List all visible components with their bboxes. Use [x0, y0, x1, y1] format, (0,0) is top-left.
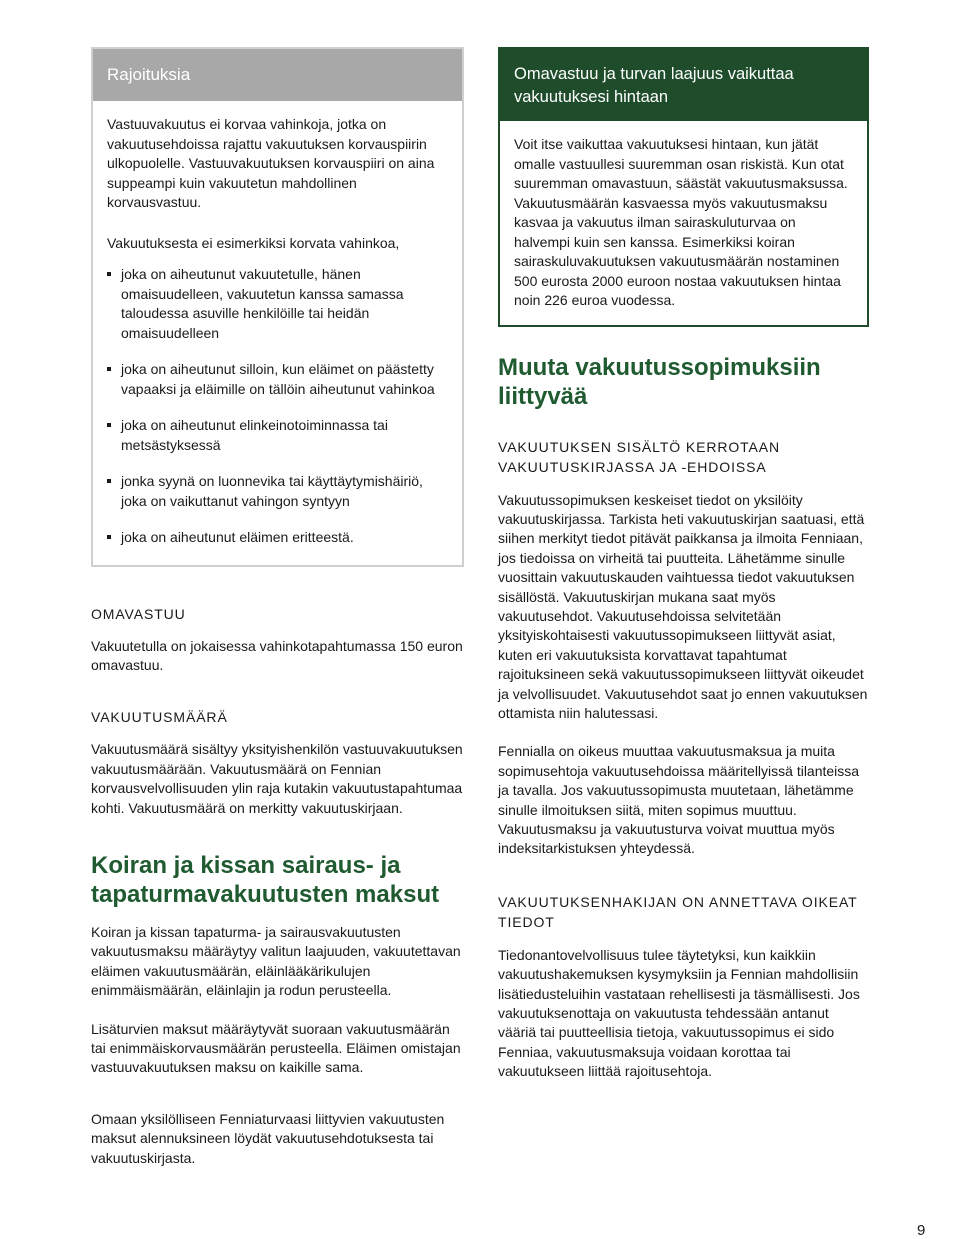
omavastuu-box-text: Voit itse vaikuttaa vakuutuksesi hintaan, kun jätät omalle vastuullesi suuremman osan riskistä. Kun otat suuremman omavastuun, säästät vakuutusmaksussa. Vakuutusmäärän kasvaessa myös vakuutusmaksu kasvaa ja vakuutus ilman sairaskuluturvaa on halvempi kuin sen kanssa. Esimerkiksi koiran sairaskuluvakuutuksen vakuutusmäärän nostaminen 500 eurosta 2000 euroon nostaa vakuutuksen hintaa noin 226 euroa vuodessa. [514, 136, 848, 308]
limitations-intro: Vastuuvakuutus ei korvaa vahinkoja, jotka on vakuutusehdoissa rajattu vakuutuksen korvauspiirin ulkopuolelle. Vastuuvakuutuksen korvauspiiri on aina suppeampi kuin vakuutetun mahdollinen korvausvastuu. [107, 116, 435, 210]
limitations-box [91, 47, 464, 567]
vakuutusmaara-heading: VAKUUTUSMÄÄRÄ [91, 709, 228, 726]
omavastuu-box-title: Omavastuu ja turvan laajuus vaikuttaa vakuutuksesi hintaan [500, 49, 867, 121]
maksut-paragraph-3: Omaan yksilölliseen Fenniaturvaasi liittyvien vakuutusten maksut alennuksineen löydät vakuutusehdotuksesta tai vakuutuskirjasta. [91, 1110, 445, 1166]
left-column [91, 47, 464, 1168]
limitations-list [107, 265, 448, 548]
omavastuu-box [498, 47, 869, 327]
maksut-heading: Koiran ja kissan sairaus- ja tapaturmavakuutusten maksut [91, 851, 440, 908]
maksut-paragraph-1: Koiran ja kissan tapaturma- ja sairausvakuutusten vakuutusmaksu määräytyy valitun laajuuden, vakuutettavan eläimen vakuutusmäärän, eläinlääkärikulujen enimmäismäärän, eläinlajin ja rodun perusteella. [91, 923, 461, 999]
list-item: joka on aiheutunut silloin, kun eläimet on päästetty vapaaksi ja eläimille on tällöin aiheutunut vahinkoa [107, 360, 448, 399]
omavastuu-text: Vakuutetulla on jokaisessa vahinkotapahtumassa 150 euron omavastuu. [91, 637, 463, 673]
sisalto-paragraph-1: Vakuutussopimuksen keskeiset tiedot on yksilöity vakuutuskirjassa. Tarkista heti vakuutuskirjan saatuasi, että siihen merkityt tiedot pitävät paikkansa ja ilmoita Fenniaan, jos tiedoissa on virheitä tai puutteita. Lähetämme sinulle vuosittain vakuutuskauden vaihtuessa tiedot vakuutuksen sisällöstä. Vakuutuskirjan mukana saat myös vakuutusehdot. Vakuutusehdoissa selvitetään yksityiskohtaisesti vakuutussopimukseen liittyvät asiat, kuten eri vakuutuksista korvattavat tapahtumat rajoituksineen sekä vakuutussopimukseen liittyvät oikeudet ja velvollisuudet. Vakuutusehdot saat jo ennen vakuutuksen ottamista niin halutessasi. [498, 491, 868, 721]
omavastuu-heading: OMAVASTUU [91, 605, 186, 622]
omavastuu-box-body [500, 121, 867, 325]
list-item: jonka syynä on luonnevika tai käyttäytymishäiriö, joka on vaikuttanut vahingon syntyyn [107, 472, 448, 511]
list-item: joka on aiheutunut vakuutetulle, hänen omaisuudelleen, vakuutetun kanssa samassa taloudessa asuville henkilöille tai heidän omaisuudelleen [107, 265, 448, 343]
limitations-subhead: Vakuutuksesta ei esimerkiksi korvata vahinkoa, [107, 234, 400, 251]
hakija-text: Tiedonantovelvollisuus tulee täytetyksi, kun kaikkiin vakuutushakemuksen kysymyksiin ja Fennian mahdollisiin lisätiedusteluihin vastataan rehellisesti ja täsmällisesti. Jos vakuutuksenottaja on vakuutusta tehdessään antanut vääriä tai puutteellisia tietoja, vakuutussopimus ei sido Fenniaa, vakuutusmaksuja voidaan korottaa tai vakuutukseen liittää rajoitusehtoja. [498, 946, 860, 1080]
list-item: joka on aiheutunut eläimen eritteestä. [107, 528, 448, 548]
limitations-body [93, 101, 462, 565]
limitations-title: Rajoituksia [93, 49, 462, 101]
right-column [498, 47, 869, 1082]
list-item: joka on aiheutunut elinkeinotoiminnassa tai metsästyksessä [107, 416, 448, 455]
vakuutusmaara-text: Vakuutusmäärä sisältyy yksityishenkilön vastuuvakuutuksen vakuutusmäärään. Vakuutusmäärä on Fennian korvausvelvollisuuden ylin raja kutakin vakuutustapahtumaa kohti. Vakuutusmäärä on merkitty vakuutuskirjaan. [91, 741, 463, 816]
page-number: 9 [917, 1222, 926, 1239]
maksut-paragraph-2: Lisäturvien maksut määräytyvät suoraan vakuutusmäärän tai enimmäiskorvausmäärän perusteella. Eläimen omistajan vastuuvakuutuksen maksu on kaikille sama. [91, 1020, 461, 1076]
sisalto-heading: VAKUUTUKSEN SISÄLTÖ KERROTAAN VAKUUTUSKIRJASSA JA -EHDOISSA [498, 438, 781, 475]
sisalto-paragraph-2: Fennialla on oikeus muuttaa vakuutusmaksua ja muita sopimusehtoja vakuutusehdoissa määritellyissä tilanteissa ja tavalla. Jos vakuutussopimusta muutetaan, lähetämme sinulle ilmoituksen siitä, miten sopimus muuttuu. Vakuutusmaksu ja vakuutusturva voivat muuttua myös indeksitarkistuksen yhteydessä. [498, 743, 860, 857]
hakija-heading: VAKUUTUKSENHAKIJAN ON ANNETTAVA OIKEAT TIEDOT [498, 893, 858, 930]
muuta-heading: Muuta vakuutussopimuksiin liittyvää [498, 353, 821, 410]
